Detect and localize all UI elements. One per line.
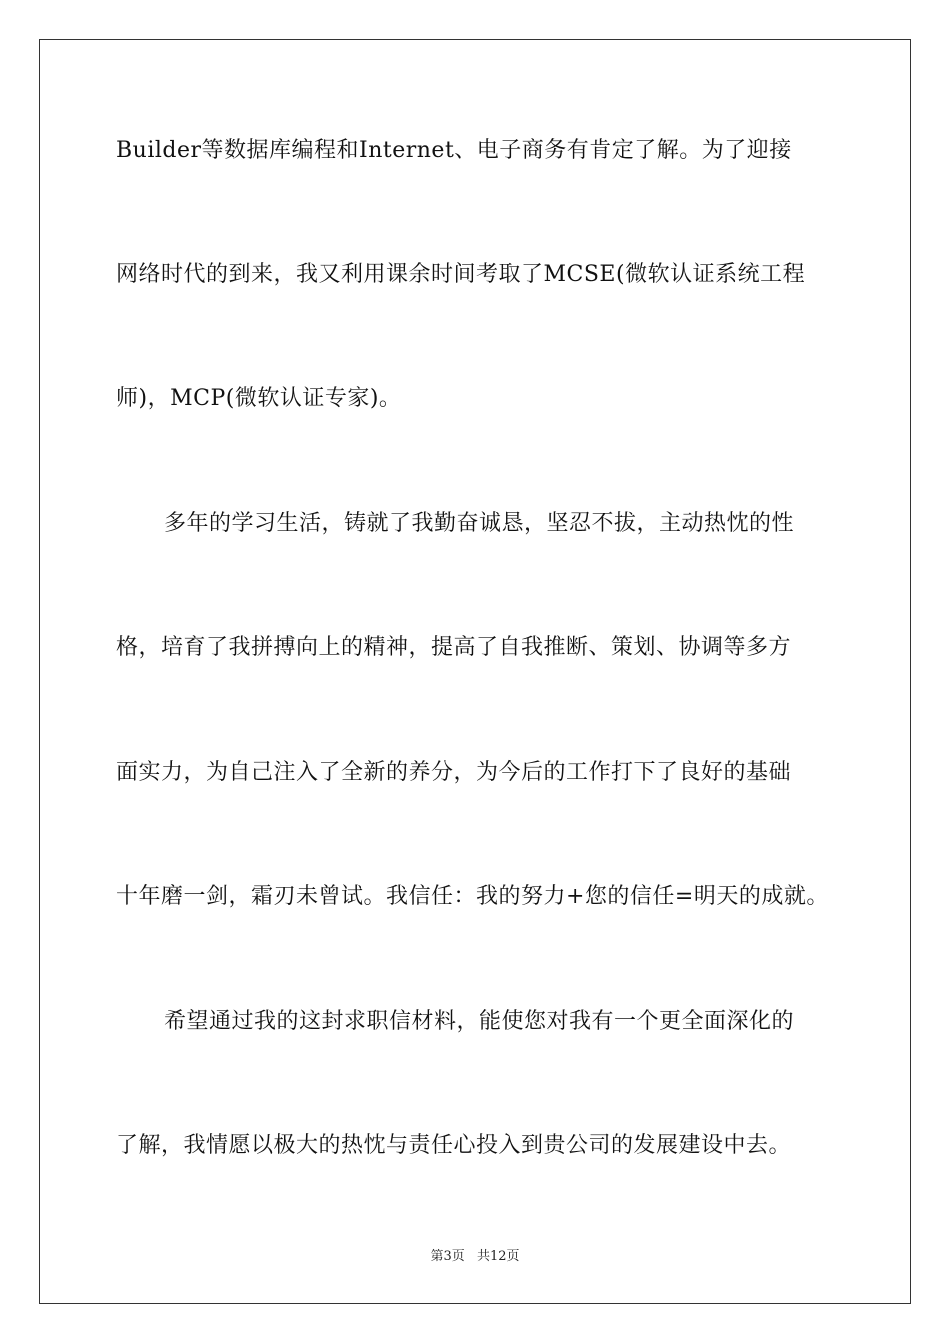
page-border xyxy=(39,39,911,1304)
body-line-8: 希望通过我的这封求职信材料，能使您对我有一个更全面深化的 xyxy=(164,1009,795,1034)
body-line-5: 格，培育了我拼搏向上的精神，提高了自我推断、策划、协调等多方 xyxy=(116,635,792,660)
body-line-3: 师)，MCP(微软认证专家)。 xyxy=(116,386,402,411)
page-footer xyxy=(0,1248,950,1266)
body-line-4: 多年的学习生活，铸就了我勤奋诚恳，坚忍不拔，主动热忱的性 xyxy=(164,511,795,536)
body-line-2: 网络时代的到来，我又利用课余时间考取了MCSE(微软认证系统工程 xyxy=(116,262,806,287)
body-line-6: 面实力，为自己注入了全新的养分，为今后的工作打下了良好的基础 xyxy=(116,760,792,785)
body-line-1: Builder等数据库编程和Internet、电子商务有肯定了解。为了迎接 xyxy=(116,138,792,163)
page-number: 第3页 xyxy=(430,1249,465,1264)
body-line-7: 十年磨一剑，霜刃未曾试。我信任：我的努力+您的信任=明天的成就。 xyxy=(116,884,829,909)
total-pages: 共12页 xyxy=(476,1249,520,1264)
body-line-9: 了解，我情愿以极大的热忱与责任心投入到贵公司的发展建设中去。 xyxy=(116,1133,792,1158)
